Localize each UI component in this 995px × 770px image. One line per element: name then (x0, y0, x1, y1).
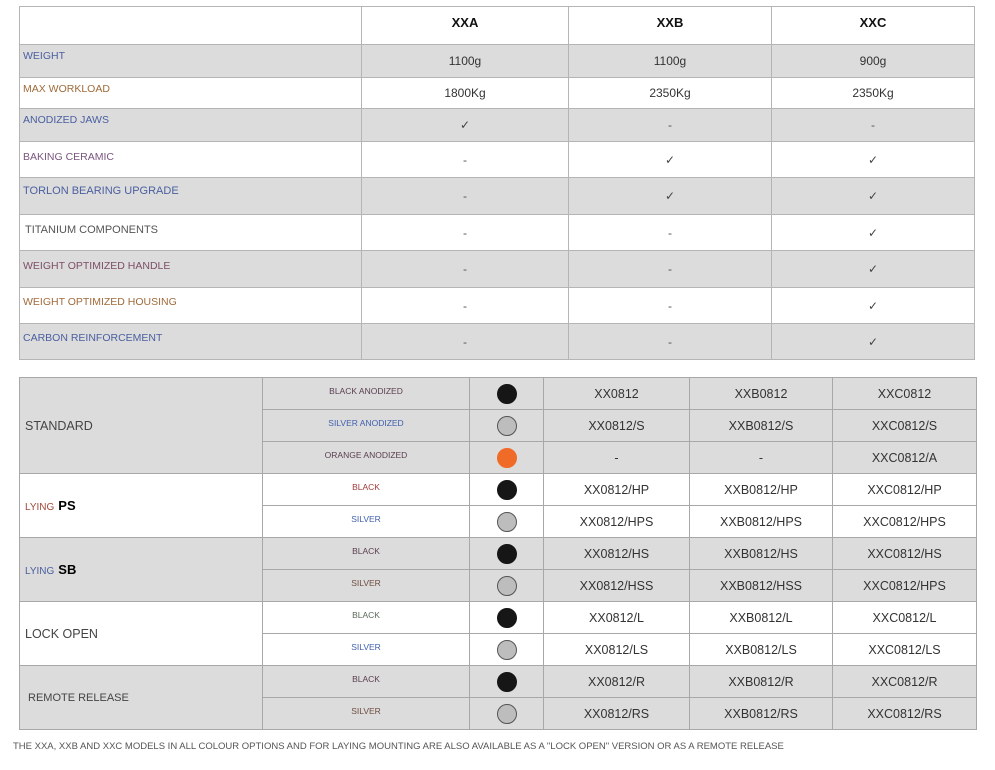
variant-row (20, 666, 977, 698)
spec-value: - (569, 324, 772, 360)
swatch-cell (470, 378, 544, 410)
part-code: XXB0812/S (690, 410, 833, 442)
spec-row-max-workload (20, 78, 975, 109)
part-code: XXC0812/A (833, 442, 977, 474)
spec-label: BAKING CERAMIC (20, 142, 362, 178)
part-code: XX0812/HS (544, 538, 690, 570)
check-icon: ✓ (772, 215, 975, 251)
spec-row-optimized-housing (20, 288, 975, 324)
finish-label: ORANGE ANODIZED (263, 442, 470, 474)
check-icon: ✓ (772, 288, 975, 324)
part-code: XXB0812 (690, 378, 833, 410)
spec-label: WEIGHT OPTIMIZED HANDLE (20, 251, 362, 288)
silver-swatch-icon (497, 512, 517, 532)
spec-value: - (362, 215, 569, 251)
finish-label: SILVER ANODIZED (263, 410, 470, 442)
swatch-cell (470, 570, 544, 602)
part-code: XX0812/HSS (544, 570, 690, 602)
part-code: XXB0812/HS (690, 538, 833, 570)
spec-label: ANODIZED JAWS (20, 109, 362, 142)
spec-value: - (569, 215, 772, 251)
group-suffix: SB (58, 562, 77, 577)
swatch-cell (470, 634, 544, 666)
part-code: XX0812 (544, 378, 690, 410)
spec-row-carbon (20, 324, 975, 360)
part-code: XX0812/HPS (544, 506, 690, 538)
swatch-cell (470, 474, 544, 506)
spec-row-titanium (20, 215, 975, 251)
spec-value: 900g (772, 45, 975, 78)
finish-label: SILVER (263, 634, 470, 666)
spec-value: - (569, 109, 772, 142)
black-swatch-icon (497, 480, 517, 500)
spec-value: 2350Kg (569, 78, 772, 109)
spec-label: WEIGHT (20, 45, 362, 78)
part-code: XXC0812/RS (833, 698, 977, 730)
spec-row-torlon-bearing (20, 178, 975, 215)
swatch-cell (470, 442, 544, 474)
group-label-lying-ps: LYING PS (20, 474, 263, 538)
black-swatch-icon (497, 608, 517, 628)
part-code: XXB0812/HP (690, 474, 833, 506)
part-code: - (690, 442, 833, 474)
part-code: XXC0812/R (833, 666, 977, 698)
spec-table (19, 6, 975, 360)
spec-value: - (569, 251, 772, 288)
part-code: XXB0812/HPS (690, 506, 833, 538)
spec-value: 1100g (362, 45, 569, 78)
variant-row (20, 474, 977, 506)
check-icon: ✓ (772, 178, 975, 215)
spec-row-baking-ceramic (20, 142, 975, 178)
spec-value: 1800Kg (362, 78, 569, 109)
group-label-lying-sb: LYING SB (20, 538, 263, 602)
orange-swatch-icon (497, 448, 517, 468)
swatch-cell (470, 410, 544, 442)
group-label-remote-release: REMOTE RELEASE (20, 666, 263, 730)
swatch-cell (470, 698, 544, 730)
variant-row (20, 378, 977, 410)
silver-swatch-icon (497, 640, 517, 660)
part-code: XXC0812/HS (833, 538, 977, 570)
part-code: XXC0812/LS (833, 634, 977, 666)
spec-header-xxa: XXA (362, 7, 569, 45)
part-code: XX0812/RS (544, 698, 690, 730)
group-label-lock-open: LOCK OPEN (20, 602, 263, 666)
silver-swatch-icon (497, 416, 517, 436)
part-code: XXC0812 (833, 378, 977, 410)
swatch-cell (470, 602, 544, 634)
spec-label: TORLON BEARING UPGRADE (20, 178, 362, 215)
part-code: XX0812/HP (544, 474, 690, 506)
spec-label: CARBON REINFORCEMENT (20, 324, 362, 360)
spec-value: 2350Kg (772, 78, 975, 109)
finish-label: SILVER (263, 506, 470, 538)
spec-value: - (772, 109, 975, 142)
black-swatch-icon (497, 672, 517, 692)
swatch-cell (470, 506, 544, 538)
part-code: XXB0812/RS (690, 698, 833, 730)
silver-swatch-icon (497, 704, 517, 724)
variant-row (20, 538, 977, 570)
group-suffix: PS (58, 498, 76, 513)
check-icon: ✓ (772, 142, 975, 178)
spec-header-empty (20, 7, 362, 45)
group-label-standard: STANDARD (20, 378, 263, 474)
check-icon: ✓ (772, 324, 975, 360)
spec-value: - (362, 288, 569, 324)
part-code: XXC0812/HPS (833, 506, 977, 538)
part-code: XXC0812/HPS (833, 570, 977, 602)
silver-swatch-icon (497, 576, 517, 596)
check-icon: ✓ (569, 142, 772, 178)
swatch-cell (470, 538, 544, 570)
finish-label: BLACK (263, 666, 470, 698)
part-code: XX0812/R (544, 666, 690, 698)
footnote: THE XXA, XXB AND XXC MODELS IN ALL COLOUR OPTIONS AND FOR LAYING MOUNTING ARE ALSO AVAILABLE AS A "LOCK OPEN" VERSION OR AS A REMOTE RELEASE (13, 741, 784, 752)
finish-label: SILVER (263, 570, 470, 602)
spec-value: - (362, 251, 569, 288)
finish-label: BLACK ANODIZED (263, 378, 470, 410)
variants-table (19, 377, 977, 730)
finish-label: BLACK (263, 538, 470, 570)
spec-header-row (20, 7, 975, 45)
spec-row-anodized-jaws (20, 109, 975, 142)
finish-label: SILVER (263, 698, 470, 730)
check-icon: ✓ (362, 109, 569, 142)
check-icon: ✓ (772, 251, 975, 288)
part-code: XXB0812/LS (690, 634, 833, 666)
swatch-cell (470, 666, 544, 698)
part-code: XXC0812/S (833, 410, 977, 442)
spec-value: - (569, 288, 772, 324)
spec-header-xxb: XXB (569, 7, 772, 45)
part-code: XXC0812/HP (833, 474, 977, 506)
part-code: - (544, 442, 690, 474)
part-code: XXB0812/HSS (690, 570, 833, 602)
spec-label: WEIGHT OPTIMIZED HOUSING (20, 288, 362, 324)
spec-value: - (362, 142, 569, 178)
black-swatch-icon (497, 544, 517, 564)
check-icon: ✓ (569, 178, 772, 215)
part-code: XX0812/L (544, 602, 690, 634)
part-code: XXB0812/R (690, 666, 833, 698)
spec-value: - (362, 178, 569, 215)
spec-value: 1100g (569, 45, 772, 78)
spec-value: - (362, 324, 569, 360)
spec-row-weight (20, 45, 975, 78)
variant-row (20, 602, 977, 634)
spec-row-optimized-handle (20, 251, 975, 288)
black-swatch-icon (497, 384, 517, 404)
spec-label: MAX WORKLOAD (20, 78, 362, 109)
part-code: XX0812/LS (544, 634, 690, 666)
finish-label: BLACK (263, 602, 470, 634)
spec-label: TITANIUM COMPONENTS (20, 215, 362, 251)
part-code: XXC0812/L (833, 602, 977, 634)
part-code: XXB0812/L (690, 602, 833, 634)
spec-header-xxc: XXC (772, 7, 975, 45)
finish-label: BLACK (263, 474, 470, 506)
part-code: XX0812/S (544, 410, 690, 442)
